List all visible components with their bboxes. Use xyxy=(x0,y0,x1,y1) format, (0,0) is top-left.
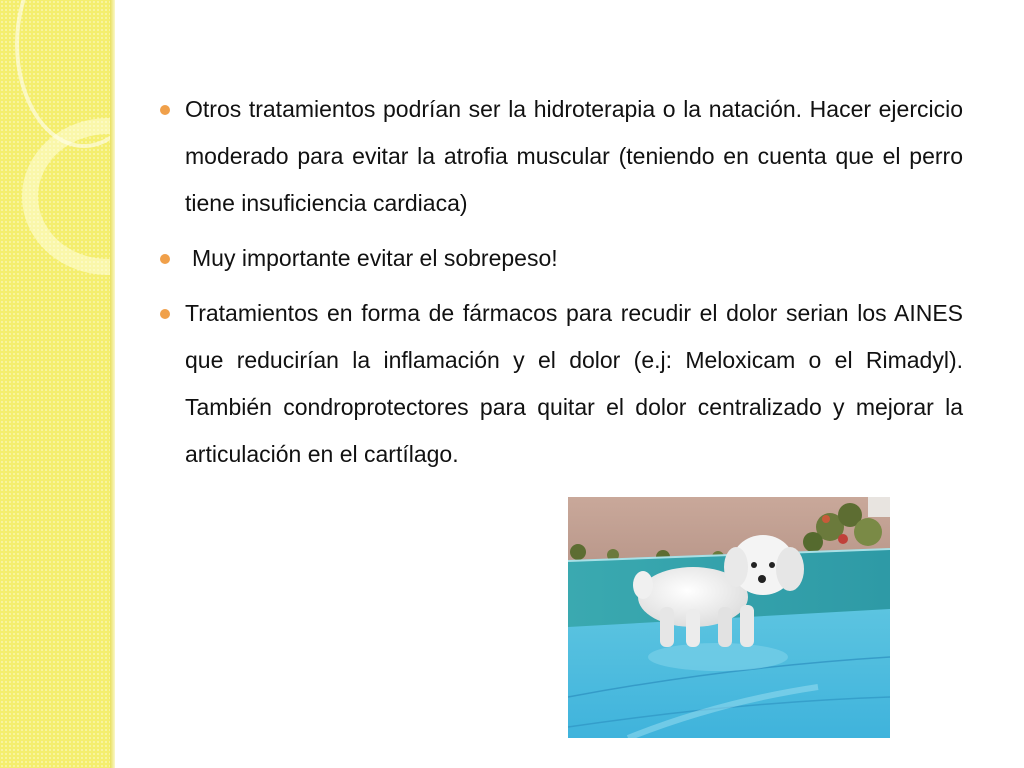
bullet-list xyxy=(160,86,963,486)
bullet-item xyxy=(160,290,963,478)
bullet-text: Muy importante evitar el sobrepeso! xyxy=(192,245,558,271)
bullet-item xyxy=(160,86,963,227)
bullet-icon xyxy=(160,309,170,319)
dog-in-pool-photo xyxy=(568,497,890,738)
bullet-text: Otros tratamientos podrían ser la hidroterapia o la natación. Hacer ejercicio moderado para evitar la atrofia muscular (teniendo en cuenta que el perro tiene insuficiencia cardiaca) xyxy=(185,96,963,216)
side-band-edge xyxy=(110,0,115,768)
bullet-icon xyxy=(160,105,170,115)
decorative-ring xyxy=(22,118,113,275)
bullet-item xyxy=(160,235,963,282)
bullet-text: Tratamientos en forma de fármacos para recudir el dolor serian los AINES que reducirían la inflamación y el dolor (e.j: Meloxicam o el Rimadyl). También condroprotectores para quitar el dolor centralizado y mejorar la articulación en el cartílago. xyxy=(185,300,963,467)
decorative-side-band xyxy=(0,0,113,768)
bullet-icon xyxy=(160,254,170,264)
